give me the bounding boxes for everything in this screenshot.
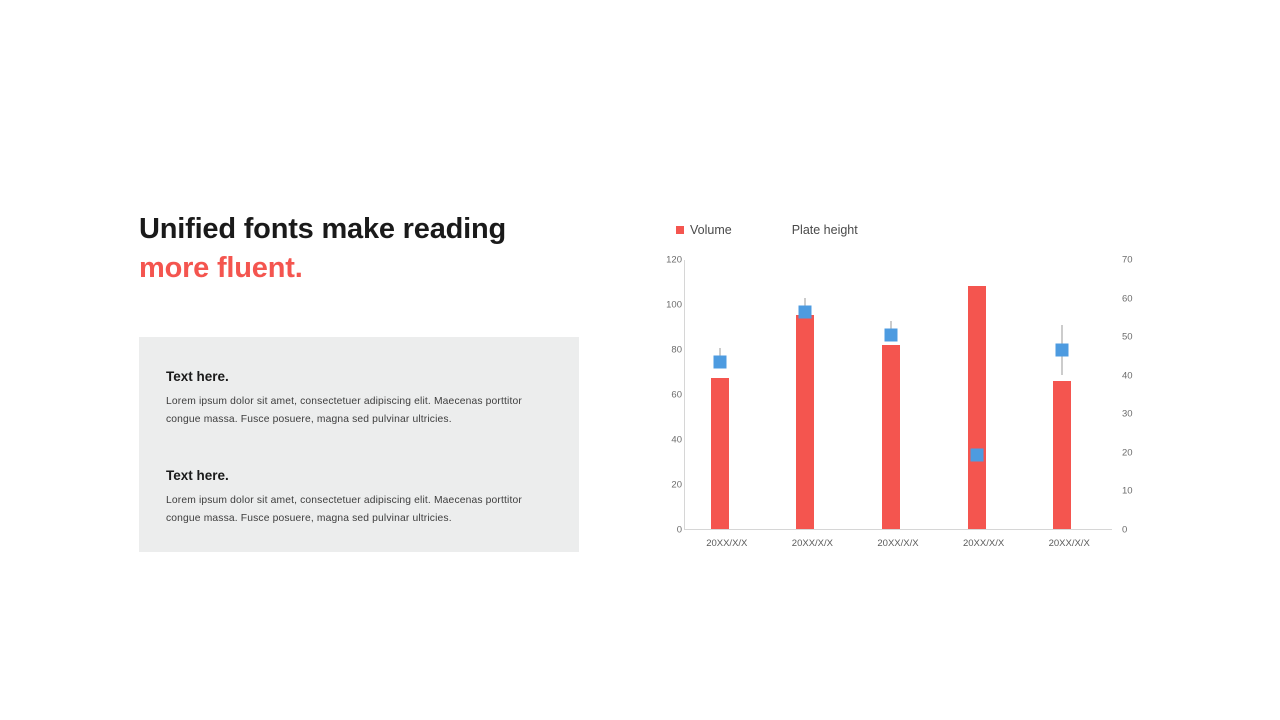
y-axis-right-tick: 20 <box>1122 447 1133 459</box>
y-axis-right <box>1114 254 1148 536</box>
y-axis-left <box>648 254 682 536</box>
text-block-body: Lorem ipsum dolor sit amet, consectetuer adipiscing elit. Maecenas porttitor congue massa. Fusce posuere, magna sed pulvinar ultricies. <box>166 495 522 525</box>
scatter-marker <box>713 355 726 368</box>
y-axis-right-tick: 60 <box>1122 293 1133 305</box>
y-axis-left-tick: 80 <box>671 344 682 356</box>
x-axis-label: 20XX/X/X <box>706 538 748 549</box>
y-axis-right-tick: 40 <box>1122 370 1133 382</box>
y-axis-right-tick: 10 <box>1122 485 1133 497</box>
y-axis-right-tick: 30 <box>1122 408 1133 420</box>
y-axis-left-tick: 100 <box>666 299 682 311</box>
text-block-title: Text here. <box>166 468 229 483</box>
y-axis-left-tick: 20 <box>671 479 682 491</box>
bar <box>968 286 986 529</box>
legend-swatch-icon <box>676 226 684 234</box>
y-axis-right-tick: 50 <box>1122 331 1133 343</box>
x-axis-label: 20XX/X/X <box>791 538 833 549</box>
plot-wrapper <box>648 254 1148 565</box>
x-axis-labels <box>684 532 1112 558</box>
headline-line-2: more fluent. <box>139 252 303 285</box>
chart-legend <box>676 223 858 237</box>
x-axis-label: 20XX/X/X <box>962 538 1005 549</box>
y-axis-right-tick: 0 <box>1122 524 1128 536</box>
scatter-marker <box>970 448 983 461</box>
y-axis-right-tick: 70 <box>1122 254 1133 266</box>
scatter-marker <box>1056 344 1069 357</box>
headline-line-1: Unified fonts make reading <box>139 213 507 245</box>
y-axis-left-tick: 40 <box>671 434 682 446</box>
left-text-column <box>139 210 584 288</box>
legend-item-plate-height <box>778 223 858 237</box>
plot-region <box>684 260 1112 530</box>
legend-swatch-icon <box>778 226 786 234</box>
chart <box>648 205 1148 565</box>
bar <box>711 378 729 529</box>
x-axis-label: 20XX/X/X <box>877 538 919 549</box>
text-block <box>166 369 546 429</box>
y-axis-left-tick: 120 <box>666 254 682 266</box>
text-panel <box>139 337 579 552</box>
text-block <box>166 468 546 528</box>
legend-label: Volume <box>690 223 732 237</box>
scatter-marker <box>885 328 898 341</box>
bar <box>796 315 814 529</box>
bar <box>882 345 900 530</box>
x-axis-label: 20XX/X/X <box>1048 538 1090 549</box>
text-block-title: Text here. <box>166 369 229 384</box>
y-axis-left-tick: 60 <box>671 389 682 401</box>
y-axis-left-tick: 0 <box>676 524 682 536</box>
scatter-marker <box>799 305 812 318</box>
legend-label: Plate height <box>791 223 858 237</box>
bar <box>1053 381 1071 530</box>
legend-item-volume <box>676 223 732 237</box>
page-title <box>139 210 584 288</box>
text-block-body: Lorem ipsum dolor sit amet, consectetuer adipiscing elit. Maecenas porttitor congue massa. Fusce posuere, magna sed pulvinar ultricies. <box>166 396 522 426</box>
